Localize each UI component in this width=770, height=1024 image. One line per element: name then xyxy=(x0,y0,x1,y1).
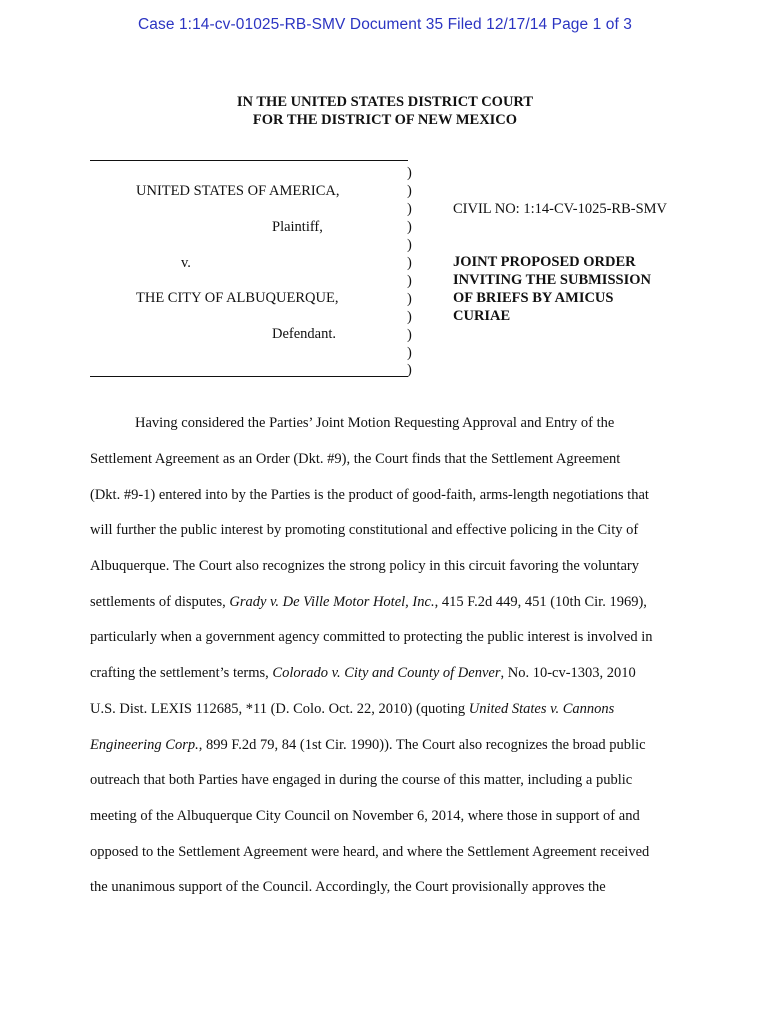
plaintiff-name: UNITED STATES OF AMERICA, xyxy=(136,183,340,199)
body-text-line xyxy=(90,665,636,682)
body-text-line: (Dkt. #9-1) entered into by the Parties is the product of good-faith, arms-length negotiations that xyxy=(90,487,649,503)
case-citation: Engineering Corp. xyxy=(90,737,199,753)
body-text: U.S. Dist. LEXIS 112685, *11 (D. Colo. Oct. 22, 2010) (quoting xyxy=(90,701,469,717)
body-text-line: will further the public interest by promoting constitutional and effective policing in the City of xyxy=(90,522,639,538)
caption-paren: ) xyxy=(407,237,412,253)
caption-paren: ) xyxy=(407,309,412,325)
caption-paren: ) xyxy=(407,219,412,235)
body-text-line: Albuquerque. The Court also recognizes the strong policy in this circuit favoring the voluntary xyxy=(90,558,639,574)
body-text: , 899 F.2d 79, 84 (1st Cir. 1990)). The Court also recognizes the broad public xyxy=(198,737,646,753)
body-text-line: meeting of the Albuquerque City Council on November 6, 2014, where those in support of and xyxy=(90,808,640,824)
plaintiff-role: Plaintiff, xyxy=(272,219,323,235)
civil-number: CIVIL NO: 1:14-CV-1025-RB-SMV xyxy=(453,201,668,217)
caption-paren: ) xyxy=(407,255,412,271)
caption-paren: ) xyxy=(407,183,412,199)
order-title-line: INVITING THE SUBMISSION xyxy=(453,272,651,288)
caption-paren: ) xyxy=(407,327,412,343)
body-text-line xyxy=(90,737,646,754)
order-title-line: OF BRIEFS BY AMICUS xyxy=(453,290,614,306)
defendant-name: THE CITY OF ALBUQUERQUE, xyxy=(136,290,339,306)
caption-paren: ) xyxy=(407,291,412,307)
caption-paren: ) xyxy=(407,345,412,361)
versus-label: v. xyxy=(181,255,191,271)
case-citation: Colorado v. City and County of Denver xyxy=(272,665,501,681)
case-header-stamp: Case 1:14-cv-01025-RB-SMV Document 35 Filed 12/17/14 Page 1 of 3 xyxy=(137,16,633,33)
body-text-line: particularly when a government agency committed to protecting the public interest is involved in xyxy=(90,629,653,645)
caption-paren: ) xyxy=(407,201,412,217)
body-text-line xyxy=(90,594,647,611)
caption-paren: ) xyxy=(407,165,412,181)
case-citation: United States v. Cannons xyxy=(468,701,615,717)
body-text-line xyxy=(90,701,614,718)
body-text-line: the unanimous support of the Council. Accordingly, the Court provisionally approves the xyxy=(90,879,606,895)
body-text-line: opposed to the Settlement Agreement were heard, and where the Settlement Agreement received xyxy=(90,844,650,860)
caption-paren: ) xyxy=(407,273,412,289)
body-text-line: outreach that both Parties have engaged in during the course of this matter, including a public xyxy=(90,772,633,788)
caption-top-rule xyxy=(90,160,408,161)
order-title-line: JOINT PROPOSED ORDER xyxy=(453,254,636,270)
caption-bottom-rule xyxy=(90,376,408,377)
body-text: crafting the settlement’s terms, xyxy=(90,665,273,681)
body-text: , No. 10-cv-1303, 2010 xyxy=(500,665,636,681)
body-text: settlements of disputes, xyxy=(90,594,230,610)
body-text-line: Settlement Agreement as an Order (Dkt. #9), the Court finds that the Settlement Agreement xyxy=(90,451,621,467)
court-title-line-1: IN THE UNITED STATES DISTRICT COURT xyxy=(236,94,534,110)
defendant-role: Defendant. xyxy=(272,326,337,342)
court-title-line-2: FOR THE DISTRICT OF NEW MEXICO xyxy=(252,112,518,128)
body-text-line: Having considered the Parties’ Joint Motion Requesting Approval and Entry of the xyxy=(135,415,615,431)
body-text: , 415 F.2d 449, 451 (10th Cir. 1969), xyxy=(434,594,647,610)
caption-paren: ) xyxy=(407,362,412,378)
case-citation: Grady v. De Ville Motor Hotel, Inc. xyxy=(229,594,435,610)
order-title-line: CURIAE xyxy=(453,308,511,324)
